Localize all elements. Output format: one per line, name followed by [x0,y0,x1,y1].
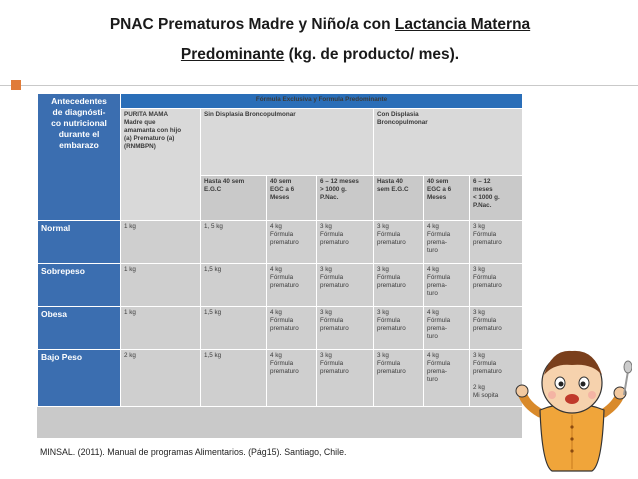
table-cell: 3 kg Fórmula prematuro [317,221,374,264]
source-caption: MINSAL. (2011). Manual de programas Alimentarios. (Pág15). Santiago, Chile. [40,447,347,457]
title-part2: (kg. de producto/ mes). [284,46,460,63]
subheader-cell: 40 sem EGC a 6 Meses [267,176,317,221]
table-cell: 2 kg [121,350,201,407]
baby-illustration [512,335,632,475]
subheader-cell: Hasta 40 sem E.G.C [201,176,267,221]
table-cell: 3 kg Fórmula prematuro [374,221,424,264]
table-cell: 3 kg Fórmula prematuro [317,264,374,307]
table-row [38,350,523,407]
accent-square [11,80,21,90]
table-cell: 1,5 kg [201,350,267,407]
table-cell: 1,5 kg [201,307,267,350]
table-cell: 3 kg Fórmula prematuro [470,221,523,264]
row-header-title: Antecedentes de diagnósti- co nutricional durante el embarazo [38,94,121,221]
table-cell: 4 kg Fórmula prema- turo [424,221,470,264]
table-row [38,307,523,350]
table-cell: 4 kg Fórmula prematuro [267,264,317,307]
group-sin-displasia: Sin Displasia Broncopulmonar [201,109,374,176]
table-cell: 3 kg Fórmula prematuro [317,307,374,350]
table-cell: 4 kg Fórmula prematuro [267,350,317,407]
table-cell: 3 kg Fórmula prematuro [374,264,424,307]
table-cell: 1,5 kg [201,264,267,307]
group-con-displasia: Con Displasia Broncopulmonar [374,109,523,176]
table-cell: 3 kg Fórmula prematuro [317,350,374,407]
table-cell: 1, 5 kg [201,221,267,264]
purita-header: PURITA MAMA Madre que amamanta con hijo (a) Prematuro (a) (RNMBPN) [121,109,201,221]
table-cell: 4 kg Fórmula prematuro [267,221,317,264]
table-cell: 3 kg Fórmula prematuro [470,264,523,307]
top-header: Fórmula Exclusiva y Formula Predominante [121,94,523,109]
table-cell: 4 kg Fórmula prema- turo [424,350,470,407]
title-part1: PNAC Prematuros Madre y Niño/a con [109,16,395,33]
table-row [38,264,523,307]
table-cell: 3 kg Fórmula prematuro 2 kg Mi sopita [470,350,523,407]
slide-title [50,10,590,70]
table-row [38,221,523,264]
table-cell: 1 kg [121,221,201,264]
table-cell: 1 kg [121,264,201,307]
row-label: Obesa [38,307,121,350]
title-underline1: Lactancia Materna [394,16,531,33]
table-image [37,93,522,438]
table-cell: 4 kg Fórmula prematuro [267,307,317,350]
title-underline2: Predominante [180,46,285,63]
row-label: Bajo Peso [38,350,121,407]
table-cell: 3 kg Fórmula prematuro [470,307,523,350]
table-cell: 3 kg Fórmula prematuro [374,307,424,350]
table-cell: 4 kg Fórmula prema- turo [424,264,470,307]
subheader-cell: 6 – 12 meses < 1000 g. P.Nac. [470,176,523,221]
nutrition-table [37,93,522,407]
row-label: Normal [38,221,121,264]
accent-divider [0,85,638,86]
table-cell: 3 kg Fórmula prematuro [374,350,424,407]
subheader-cell: 40 sem EGC a 6 Meses [424,176,470,221]
table-cell: 1 kg [121,307,201,350]
table-top-header-row [38,94,523,109]
row-label: Sobrepeso [38,264,121,307]
subheader-cell: 6 – 12 meses > 1000 g. P.Nac. [317,176,374,221]
table-cell: 4 kg Fórmula prema- turo [424,307,470,350]
subheader-cell: Hasta 40 sem E.G.C [374,176,424,221]
